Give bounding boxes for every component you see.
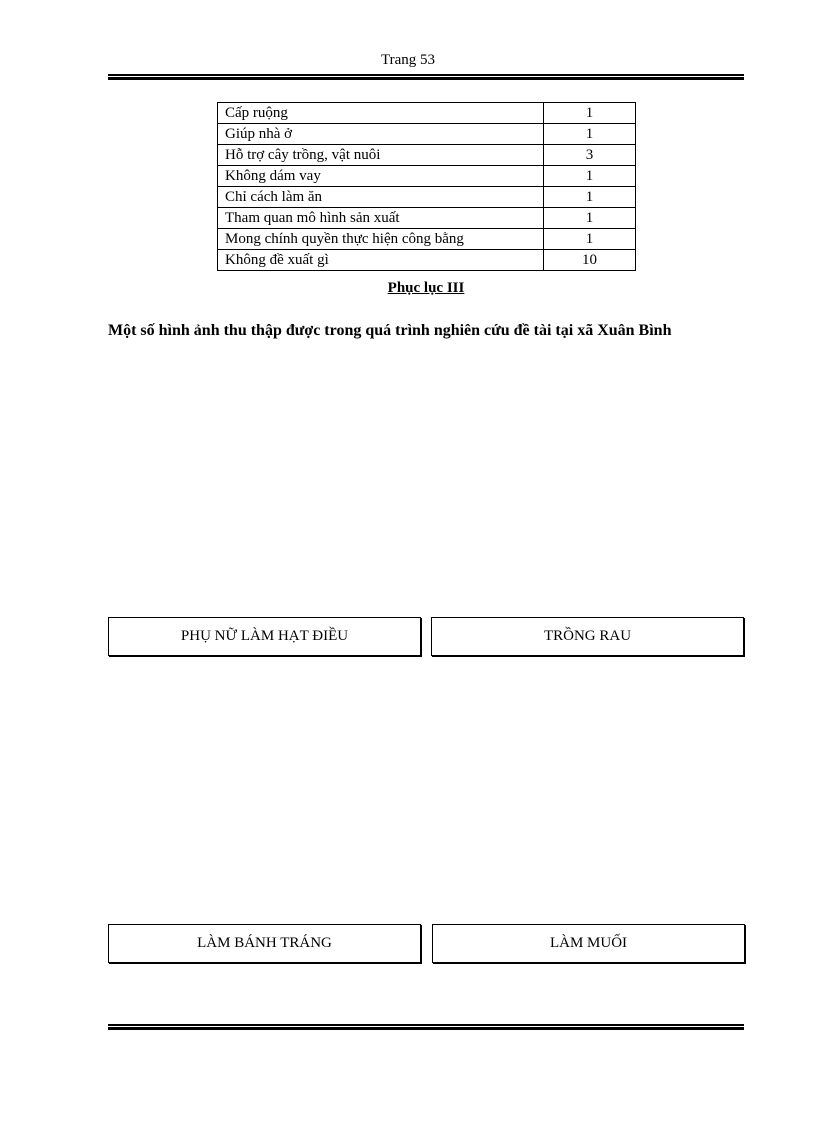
appendix-description: Một số hình ảnh thu thập được trong quá trình nghiên cứu đề tài tại xã Xuân Bình	[108, 322, 672, 339]
table-row	[218, 145, 636, 166]
row-label: Không dám vay	[218, 166, 544, 187]
table-row	[218, 166, 636, 187]
row-label: Mong chính quyền thực hiện công bằng	[218, 229, 544, 250]
row-label: Cấp ruộng	[218, 103, 544, 124]
table-row	[218, 208, 636, 229]
row-label: Chỉ cách làm ăn	[218, 187, 544, 208]
photo-caption-salt: LÀM MUỐI	[432, 924, 745, 963]
row-label: Tham quan mô hình sản xuất	[218, 208, 544, 229]
photo-caption-rice-paper: LÀM BÁNH TRÁNG	[108, 924, 421, 963]
appendix-title: Phục lục III	[387, 280, 465, 296]
header-double-rule	[108, 74, 744, 80]
table-row	[218, 187, 636, 208]
row-count: 1	[544, 166, 636, 187]
row-count: 1	[544, 124, 636, 145]
row-count: 1	[544, 229, 636, 250]
table-row	[218, 229, 636, 250]
row-label: Hỗ trợ cây trồng, vật nuôi	[218, 145, 544, 166]
row-count: 1	[544, 103, 636, 124]
row-label: Không đề xuất gì	[218, 250, 544, 271]
table-row	[218, 103, 636, 124]
footer-double-rule	[108, 1024, 744, 1030]
row-count: 10	[544, 250, 636, 271]
row-count: 3	[544, 145, 636, 166]
row-label: Giúp nhà ở	[218, 124, 544, 145]
row-count: 1	[544, 208, 636, 229]
proposals-table	[217, 102, 636, 271]
table-row	[218, 250, 636, 271]
photo-caption-cashew: PHỤ NỮ LÀM HẠT ĐIỀU	[108, 617, 421, 656]
row-count: 1	[544, 187, 636, 208]
page-number: Trang 53	[380, 52, 436, 68]
photo-caption-vegetables: TRỒNG RAU	[431, 617, 744, 656]
table-row	[218, 124, 636, 145]
